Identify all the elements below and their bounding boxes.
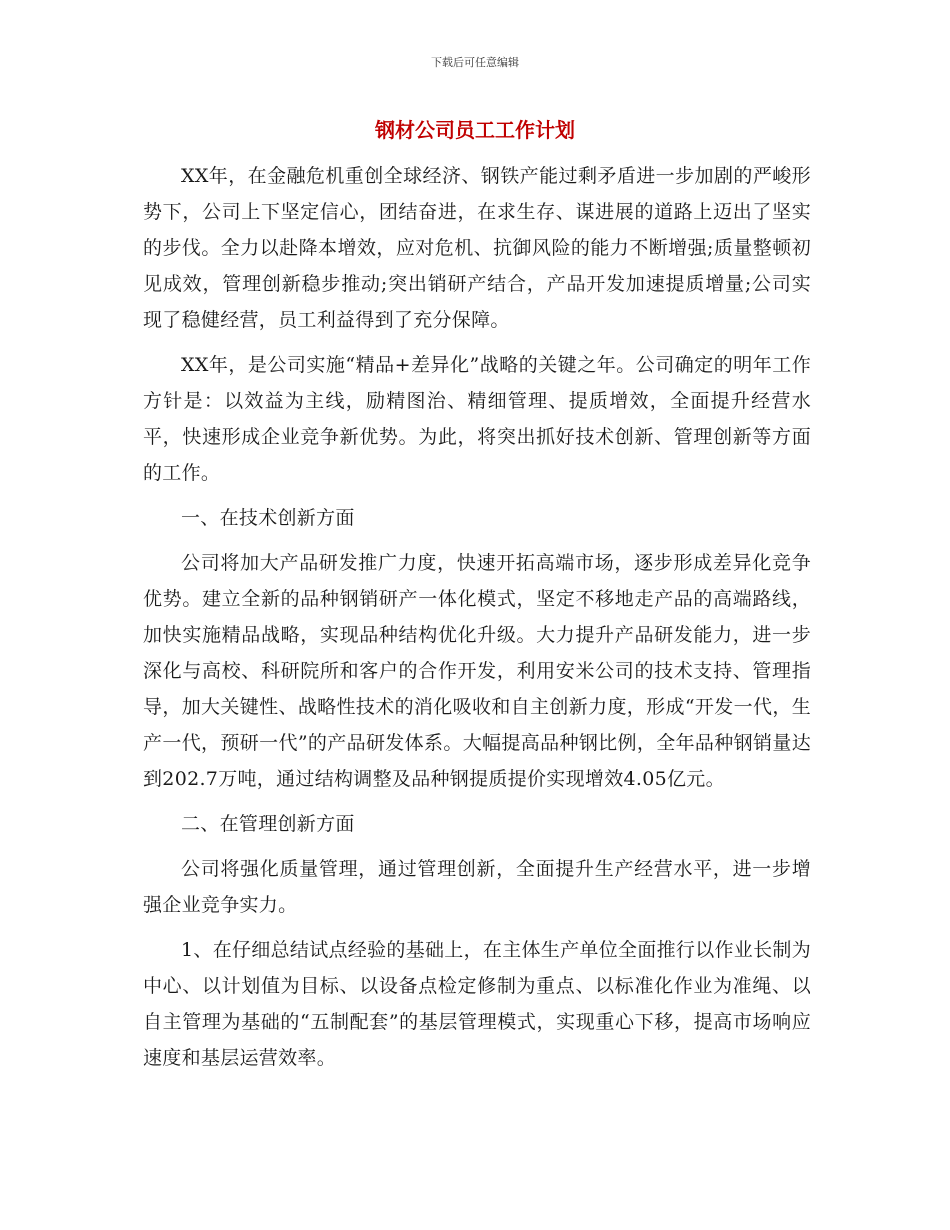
- paragraph-intro: XX年，在金融危机重创全球经济、钢铁产能过剩矛盾进一步加剧的严峻形势下，公司上下坚定信心，团结奋进，在求生存、谋进展的道路上迈出了坚实的步伐。全力以赴降本增效，应对危机、抗御风险的能力不断增强;质量整顿初见成效，管理创新稳步推动;突出销研产结合，产品开发加速提质增量;公司实现了稳健经营，员工利益得到了充分保障。: [143, 165, 811, 331]
- paragraph-management-item-1: 1、在仔细总结试点经验的基础上，在主体生产单位全面推行以作业长制为中心、以计划值为目标、以设备点检定修制为重点、以标准化作业为准绳、以自主管理为基础的“五制配套”的基层管理模式，实现重心下移，提高市场响应速度和基层运营效率。: [143, 939, 811, 1069]
- paragraph-management-intro: 公司将强化质量管理，通过管理创新，全面提升生产经营水平，进一步增强企业竞争实力。: [143, 858, 811, 916]
- page-header-note: 下载后可任意编辑: [431, 56, 519, 69]
- paragraph-tech-innovation: 公司将加大产品研发推广力度，快速开拓高端市场，逐步形成差异化竞争优势。建立全新的品种钢销研产一体化模式，坚定不移地走产品的高端路线，加快实施精品战略，实现品种结构优化升级。大力提升产品研发能力，进一步深化与高校、科研院所和客户的合作开发，利用安米公司的技术支持、管理指导，加大关键性、战略性技术的消化吸收和自主创新力度，形成“开发一代，生产一代，预研一代”的产品研发体系。大幅提高品种钢比例，全年品种钢销量达到202.7万吨，通过结构调整及品种钢提质提价实现增效4.05亿元。: [143, 552, 811, 790]
- document-body: [143, 158, 811, 1085]
- document-title: 钢材公司员工工作计划: [375, 118, 575, 142]
- section-heading-tech: 一、在技术创新方面: [181, 507, 355, 529]
- paragraph-strategy: XX年，是公司实施“精品+差异化”战略的关键之年。公司确定的明年工作方针是：以效益为主线，励精图治、精细管理、提质增效，全面提升经营水平，快速形成企业竞争新优势。为此，将突出抓好技术创新、管理创新等方面的工作。: [143, 354, 811, 484]
- section-heading-management: 二、在管理创新方面: [181, 813, 355, 835]
